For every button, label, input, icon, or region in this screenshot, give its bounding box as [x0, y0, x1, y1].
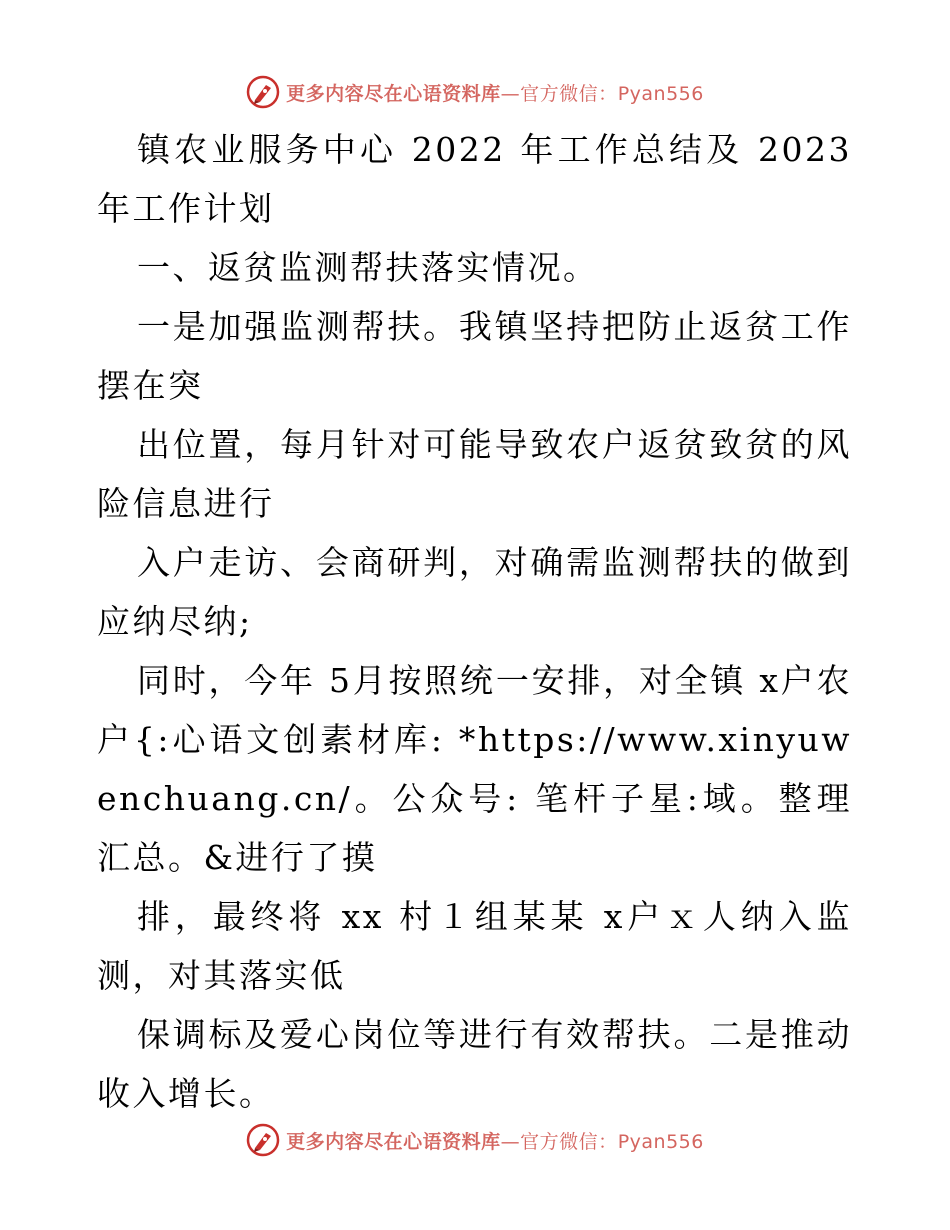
banner-site-text: 更多内容尽在心语资料库: [286, 82, 501, 105]
header-banner: [0, 72, 950, 112]
doc-title: 镇农业服务中心 2022 年工作总结及 2023 年工作计划: [97, 130, 852, 228]
paragraph: 一是加强监测帮扶。我镇坚持把防止返贫工作摆在突: [97, 307, 852, 405]
banner-wechat-id: Pyan556: [617, 82, 704, 105]
paragraph: 排，最终将 xx 村１组某某 x户ｘ人纳入监测，对其落实低: [97, 897, 852, 995]
banner-wechat-label: 官方微信：: [520, 82, 618, 105]
paragraph: 同时，今年 5月按照统一安排，对全镇 x户农户{:心语文创素材库: *https://www.xinyuwenchuang.cn/。公众号: 笔杆子星:域。整理汇总。&进行了摸: [97, 661, 852, 877]
footer-banner-text: [286, 1127, 704, 1154]
pen-nib-logo-icon: [246, 1123, 280, 1157]
banner-wechat-label: 官方微信：: [520, 1130, 618, 1153]
paragraph: 出位置，每月针对可能导致农户返贫致贫的风险信息进行: [97, 425, 852, 523]
section-heading: 一、返贫监测帮扶落实情况。: [137, 248, 599, 287]
footer-banner: [0, 1120, 950, 1160]
paragraph: 入户走访、会商研判，对确需监测帮扶的做到应纳尽纳;: [97, 543, 852, 641]
banner-site-text: 更多内容尽在心语资料库: [286, 1130, 501, 1153]
paragraph: 保调标及爱心岗位等进行有效帮扶。二是推动收入增长。: [97, 1015, 852, 1113]
header-banner-text: [286, 79, 704, 106]
document-body: [97, 120, 852, 1123]
pen-nib-logo-icon: [246, 75, 280, 109]
banner-wechat-id: Pyan556: [617, 1130, 704, 1153]
banner-separator: —: [500, 1130, 521, 1153]
banner-separator: —: [500, 82, 521, 105]
